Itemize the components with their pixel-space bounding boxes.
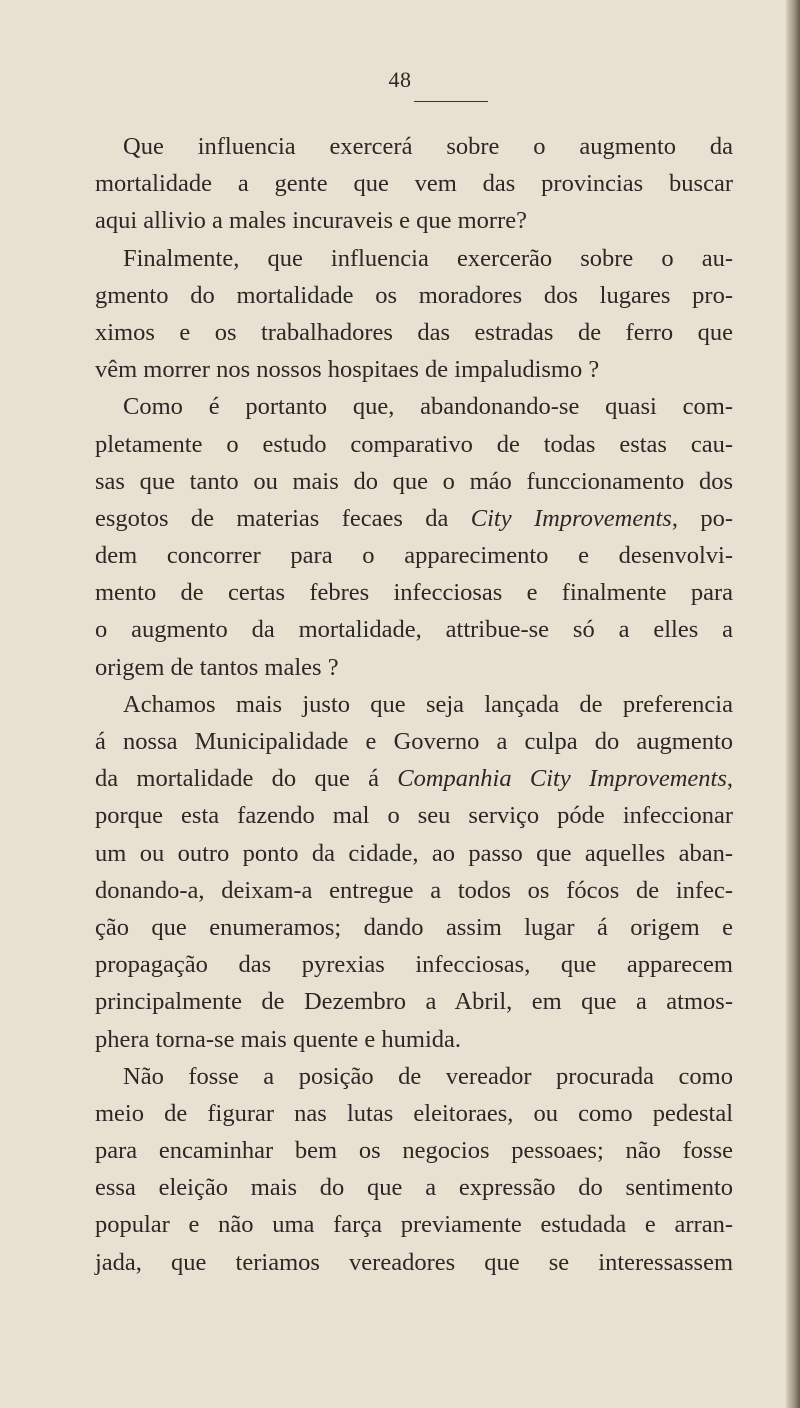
text-line: dem concorrer para o apparecimento e desenvolvi- bbox=[95, 542, 733, 570]
text-line: principalmente de Dezembro a Abril, em que a atmos- bbox=[95, 988, 733, 1016]
body-text bbox=[95, 128, 733, 1281]
text-line: um ou outro ponto da cidade, ao passo que aquelles aban- bbox=[95, 839, 733, 867]
text-line: ximos e os trabalhadores das estradas de ferro que bbox=[95, 318, 733, 346]
italic-name: Companhia City Improvements bbox=[397, 765, 727, 793]
text-line: o augmento da mortalidade, attribue-se só a elles a bbox=[95, 616, 733, 644]
text-line: vêm morrer nos nossos hospitaes de impaludismo ? bbox=[95, 356, 600, 384]
text-run: esgotos de materias fecaes da bbox=[95, 504, 471, 532]
text-line: Achamos mais justo que seja lançada de preferencia bbox=[123, 690, 733, 718]
page-number: 48 bbox=[388, 67, 412, 92]
text-line: Como é portanto que, abandonando-se quasi com- bbox=[123, 393, 733, 421]
text-line: ção que enumeramos; dando assim lugar á origem e bbox=[95, 913, 733, 941]
text-line: phera torna-se mais quente e humida. bbox=[95, 1025, 462, 1053]
text-line: sas que tanto ou mais do que o máo funccionamento dos bbox=[95, 467, 733, 495]
text-line: pletamente o estudo comparativo de todas estas cau- bbox=[95, 430, 733, 458]
text-line: gmento do mortalidade os moradores dos lugares pro- bbox=[95, 281, 733, 309]
text-line: Finalmente, que influencia exercerão sobre o au- bbox=[123, 244, 733, 272]
text-line: jada, que teriamos vereadores que se interessassem bbox=[95, 1248, 733, 1276]
text-line: aqui allivio a males incuraveis e que morre? bbox=[95, 207, 527, 235]
text-line bbox=[95, 500, 733, 537]
text-line: mortalidade a gente que vem das provincias buscar bbox=[95, 170, 733, 198]
text-line: mento de certas febres infecciosas e finalmente para bbox=[95, 579, 733, 607]
text-line: popular e não uma farça previamente estudada e arran- bbox=[95, 1211, 733, 1239]
text-run: da mortalidade do que á bbox=[95, 765, 398, 793]
text-line: Não fosse a posição de vereador procurada como bbox=[123, 1062, 733, 1090]
text-line: origem de tantos males ? bbox=[95, 653, 339, 681]
text-run: , bbox=[726, 765, 733, 793]
text-line: propagação das pyrexias infecciosas, que apparecem bbox=[95, 951, 733, 979]
text-line: Que influencia exercerá sobre o augmento da bbox=[123, 133, 733, 160]
italic-name: City Improvements bbox=[470, 504, 672, 532]
text-run: , po- bbox=[671, 504, 733, 532]
page-edge-shadow bbox=[786, 0, 800, 1408]
text-line: para encaminhar bem os negocios pessoaes; não fosse bbox=[95, 1137, 733, 1165]
text-line: meio de figurar nas lutas eleitoraes, ou como pedestal bbox=[95, 1099, 733, 1127]
text-line: porque esta fazendo mal o seu serviço póde infeccionar bbox=[95, 802, 733, 830]
text-line: donando-a, deixam-a entregue a todos os fócos de infec- bbox=[95, 876, 733, 904]
text-line bbox=[95, 760, 733, 797]
page-number-rule bbox=[414, 101, 488, 102]
text-line: á nossa Municipalidade e Governo a culpa do augmento bbox=[95, 728, 733, 755]
text-line: essa eleição mais do que a expressão do sentimento bbox=[95, 1174, 733, 1202]
